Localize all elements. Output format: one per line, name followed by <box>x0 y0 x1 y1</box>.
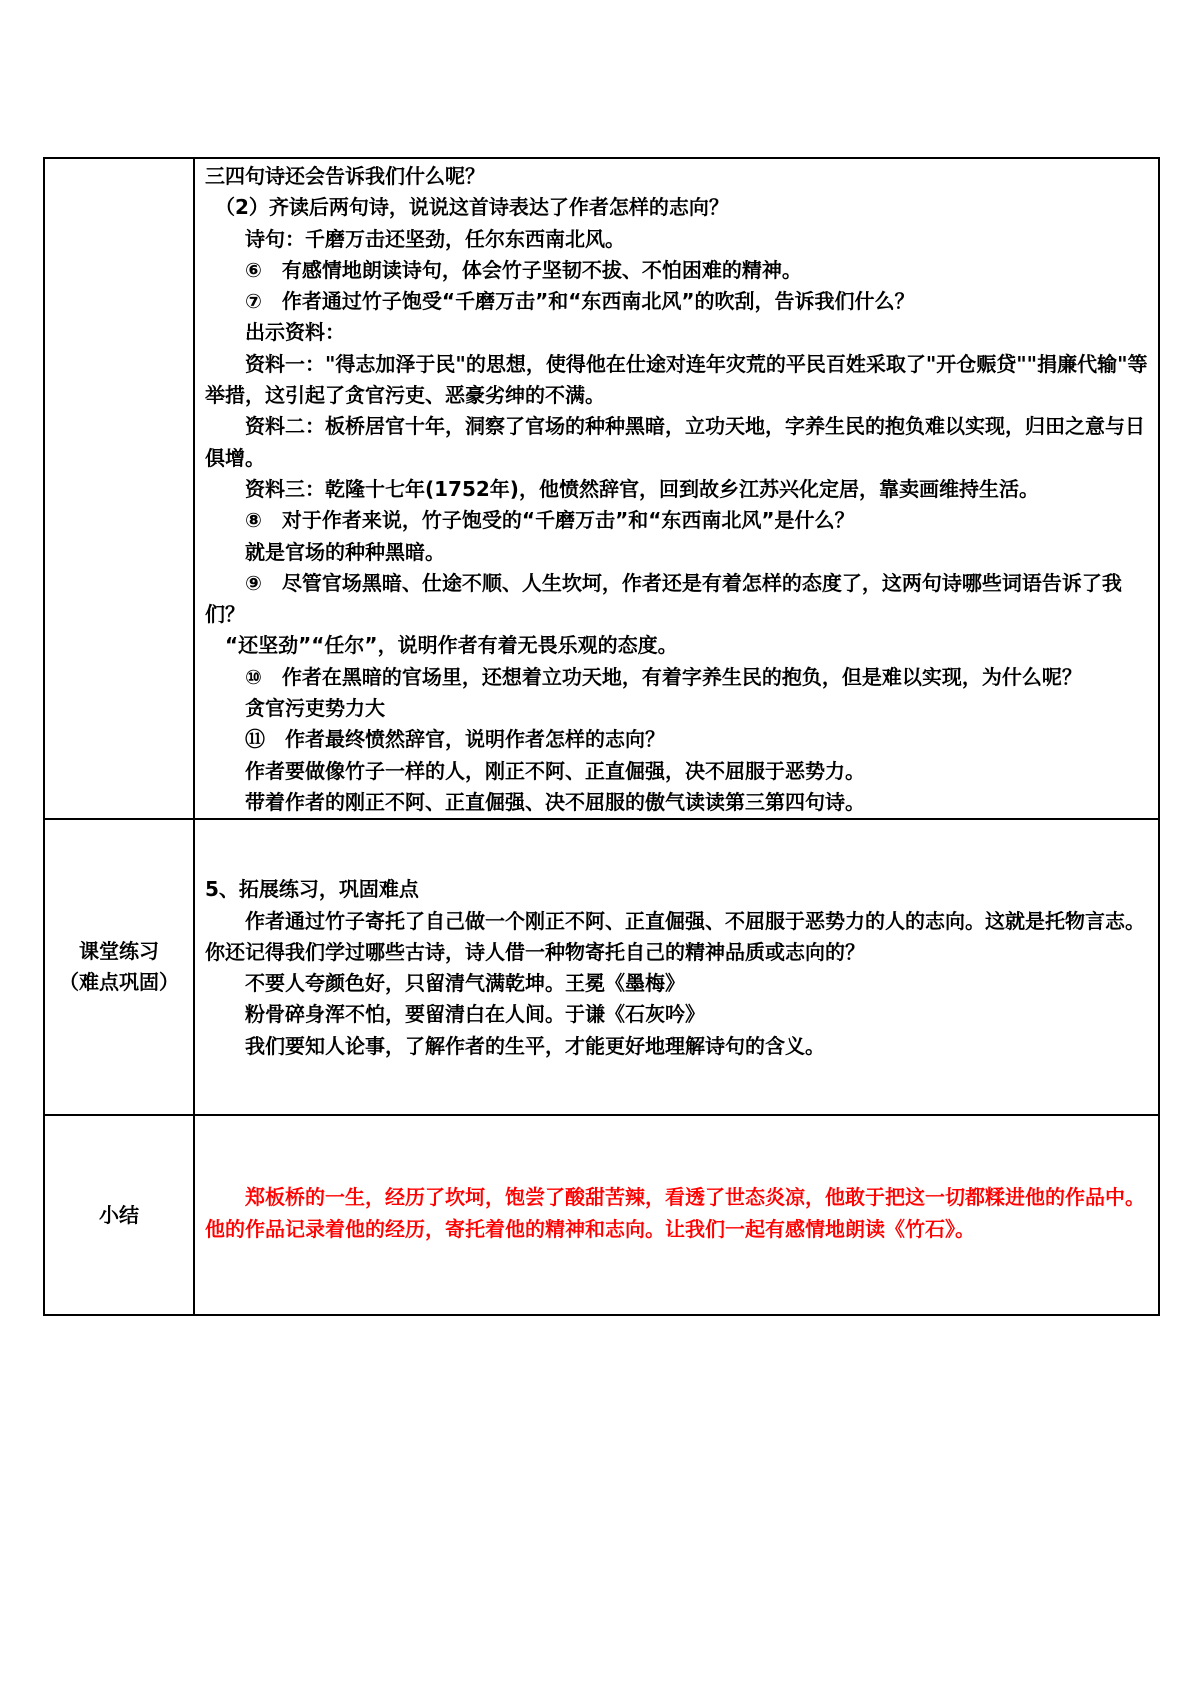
text-line: 就是官场的种种黑暗。 <box>245 539 445 564</box>
text-line: 出示资料： <box>245 320 345 345</box>
summary-text: 郑板桥的一生，经历了坎坷，饱尝了酸甜苦辣，看透了世态炎凉，他敢于把这一切都糅进他的作品中。他的作品记录着他的经历，寄托着他的精神和志向。让我们一起有感情地朗读《竹石》。 <box>205 1185 1145 1241</box>
row-label: 课堂练习 <box>79 939 159 964</box>
text-line: 贪官污吏势力大 <box>245 696 385 721</box>
text-line <box>205 1182 1148 1245</box>
practice-content <box>195 820 1158 1062</box>
text-line <box>205 349 1148 412</box>
material-two: 资料二：板桥居官十年，洞察了官场的种种黑暗，立功天地，字养生民的抱负难以实现，归田之意与日俱增。 <box>205 414 1145 470</box>
row-content-cell <box>194 1115 1159 1315</box>
text-line: （2）齐读后两句诗，说说这首诗表达了作者怎样的志向？ <box>215 195 729 220</box>
question-nine: ⑨ 尽管官场黑暗、仕途不顺、人生坎坷，作者还是有着怎样的态度了，这两句诗哪些词语告诉了我们？ <box>205 570 1122 627</box>
lesson-plan-table <box>43 157 1160 1316</box>
material-one: 资料一："得志加泽于民"的思想，使得他在仕途对连年灾荒的平民百姓采取了"开仓赈贷""捐廉代输"等举措，这引起了贪官污吏、恶豪劣绅的不满。 <box>205 351 1148 408</box>
table-row <box>44 819 1159 1115</box>
row-label-cell <box>44 819 194 1115</box>
text-line: 资料三：乾隆十七年(1752年)，他愤然辞官，回到故乡江苏兴化定居，靠卖画维持生活。 <box>245 476 1039 501</box>
text-line: ⑦ 作者通过竹子饱受“千磨万击”和“东西南北风”的吹刮，告诉我们什么？ <box>245 289 915 314</box>
text-line: 作者要做像竹子一样的人，刚正不阿、正直倔强，决不屈服于恶势力。 <box>245 758 865 783</box>
summary-content <box>195 1116 1158 1245</box>
text-line: 三四句诗还会告诉我们什么呢？ <box>205 164 485 188</box>
row-label-cell <box>44 158 194 819</box>
practice-intro: 作者通过竹子寄托了自己做一个刚正不阿、正直倔强、不屈服于恶势力的人的志向。这就是托物言志。你还记得我们学过哪些古诗，诗人借一种物寄托自己的精神品质或志向的？ <box>205 908 1145 964</box>
row-label-sub: （难点巩固） <box>59 970 179 995</box>
text-line <box>205 411 1148 474</box>
teaching-steps <box>195 159 1158 818</box>
row-label: 小结 <box>99 1202 139 1227</box>
text-line: 诗句：千磨万击还坚劲，任尔东西南北风。 <box>245 226 625 251</box>
text-line <box>205 568 1148 631</box>
table-row <box>44 158 1159 819</box>
row-content-cell <box>194 819 1159 1115</box>
text-line: 我们要知人论事，了解作者的生平，才能更好地理解诗句的含义。 <box>245 1033 825 1058</box>
table-row <box>44 1115 1159 1315</box>
row-label-cell <box>44 1115 194 1315</box>
text-line: “还坚劲”“任尔”，说明作者有着无畏乐观的态度。 <box>225 633 678 658</box>
text-line: ⑪ 作者最终愤然辞官，说明作者怎样的志向？ <box>245 727 665 752</box>
text-line: ⑧ 对于作者来说，竹子饱受的“千磨万击”和“东西南北风”是什么？ <box>245 508 855 533</box>
text-line: 粉骨碎身浑不怕，要留清白在人间。于谦《石灰吟》 <box>245 1002 705 1027</box>
row-content-cell <box>194 158 1159 819</box>
text-line: ⑥ 有感情地朗读诗句，体会竹子坚韧不拔、不怕困难的精神。 <box>245 257 802 282</box>
text-line: ⑩ 作者在黑暗的官场里，还想着立功天地，有着字养生民的抱负，但是难以实现，为什么呢？ <box>245 664 1082 689</box>
text-line: 带着作者的刚正不阿、正直倔强、决不屈服的傲气读读第三第四句诗。 <box>245 789 865 814</box>
text-line <box>205 906 1148 969</box>
text-line: 不要人夸颜色好，只留清气满乾坤。王冕《墨梅》 <box>245 971 685 996</box>
text-line: 5、拓展练习，巩固难点 <box>205 877 419 902</box>
